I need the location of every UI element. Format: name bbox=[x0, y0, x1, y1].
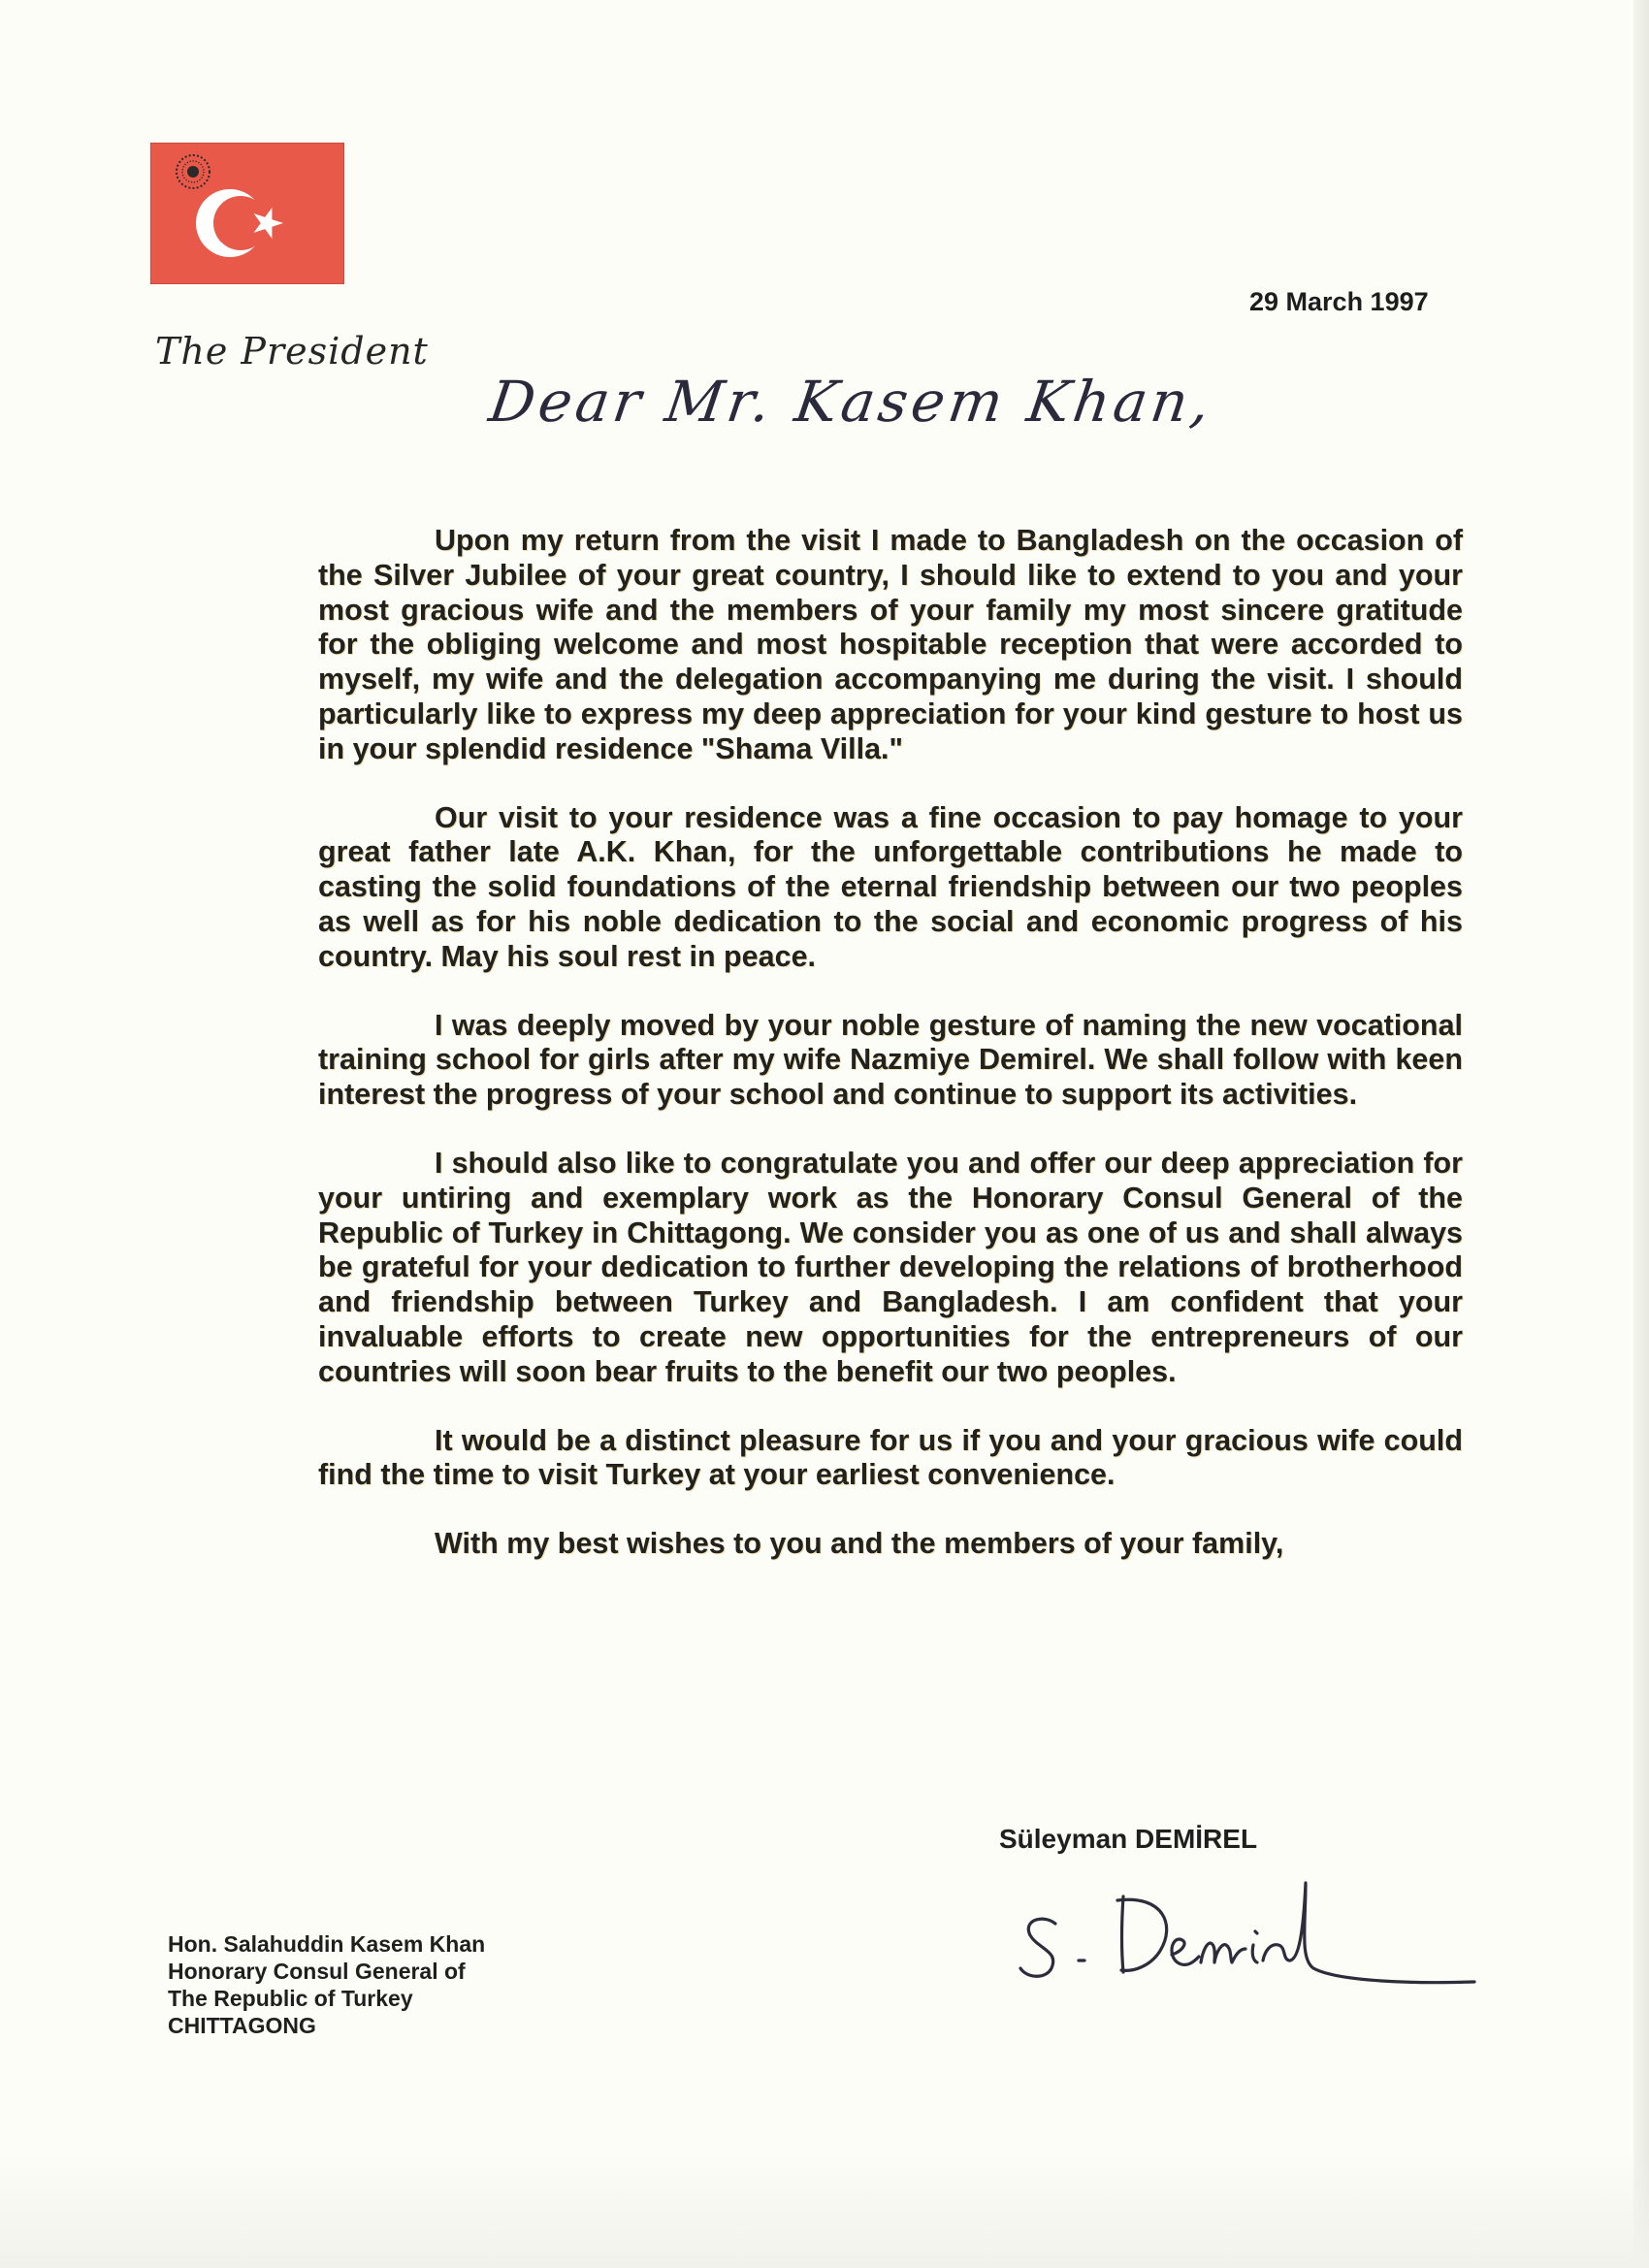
letter-date: 29 March 1997 bbox=[1249, 287, 1429, 316]
handwritten-signature-icon bbox=[1009, 1867, 1484, 2013]
body-paragraph: It would be a distinct pleasure for us if you and your gracious wife could find the time to visit Turkey at your earliest convenience. bbox=[318, 1423, 1463, 1492]
turkish-flag-icon bbox=[150, 143, 344, 284]
body-paragraph: I should also like to congratulate you and offer our deep appreciation for your untiring and exemplary work as the Honorary Consul General of the Republic of Turkey in Chittagong. We consider you as one of us and shall always be grateful for your dedication to further developing the relations of brotherhood and friendship between Turkey and Bangladesh. I am confident that your invaluable efforts to create new opportunities for the entrepreneurs of our countries will soon bear fruits to the benefit our two peoples. bbox=[318, 1146, 1463, 1388]
address-line: CHITTAGONG bbox=[168, 2013, 316, 2038]
presidential-title: The President bbox=[155, 330, 429, 373]
body-paragraph: Our visit to your residence was a fine occasion to pay homage to your great father late A.K. Khan, for the unforgettable contributions he made to casting the solid foundations of the eternal friendship between our two peoples as well as for his noble dedication to the social and economic progress of his country. May his soul rest in peace. bbox=[318, 800, 1463, 973]
presidential-seal-icon bbox=[177, 155, 210, 188]
body-paragraph: I was deeply moved by your noble gesture of naming the new vocational training school for girls after my wife Nazmiye Demirel. We shall follow with keen interest the progress of your school and continue to support its activities. bbox=[318, 1008, 1463, 1112]
address-line: The Republic of Turkey bbox=[168, 1986, 413, 2011]
recipient-address bbox=[168, 1930, 485, 2039]
page-bottom-shade bbox=[0, 2152, 1649, 2268]
address-line: Hon. Salahuddin Kasem Khan bbox=[168, 1931, 486, 1957]
letter-body bbox=[318, 524, 1463, 1596]
page-edge-shadow bbox=[1633, 0, 1649, 2268]
signatory-name: Süleyman DEMİREL bbox=[999, 1824, 1258, 1854]
body-paragraph: Upon my return from the visit I made to Bangladesh on the occasion of the Silver Jubilee of your great country, I should like to extend to you and your most gracious wife and the members of your family my most sincere gratitude for the obliging welcome and most hospitable reception that were accorded to myself, my wife and the delegation accompanying me during the visit. I should particularly like to express my deep appreciation for your kind gesture to host us in your splendid residence "Shama Villa." bbox=[318, 524, 1463, 765]
closing-line: With my best wishes to you and the members of your family, bbox=[435, 1527, 1284, 1561]
address-line: Honorary Consul General of bbox=[168, 1959, 466, 1984]
handwritten-salutation: Dear Mr. Kasem Khan, bbox=[485, 369, 1218, 435]
